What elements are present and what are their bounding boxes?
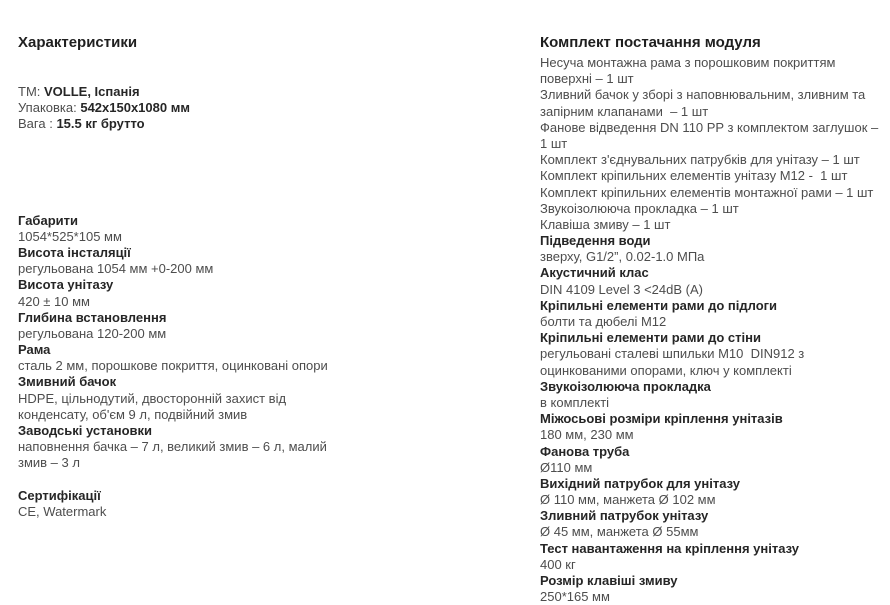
spec-term: Змивний бачок — [18, 374, 117, 390]
kit-value: 250*165 мм — [540, 589, 610, 605]
kit-value: Зливний бачок у зборі з наповнювальним, зливним та — [540, 87, 866, 103]
kit-term: Підведення води — [540, 233, 651, 249]
kit-term: Міжосьові розміри кріплення унітазів — [540, 411, 783, 427]
kit-column — [540, 33, 885, 605]
kit-term: Фанова труба — [540, 443, 630, 459]
summary-label: TM: — [18, 84, 44, 99]
spec-term: Сертифікації — [18, 487, 101, 503]
kit-term: Вихідний патрубок для унітазу — [540, 475, 740, 491]
spec-value: 420 ± 10 мм — [18, 293, 90, 309]
summary-line — [18, 116, 488, 132]
kit-value: Ø 110 мм, манжета Ø 102 мм — [540, 492, 716, 508]
kit-term: Звукоізолююча прокладка — [540, 378, 711, 394]
spec-term: Висота інсталяції — [18, 244, 131, 260]
characteristics-column — [18, 33, 488, 520]
summary-label: Вага : — [18, 116, 57, 132]
blank-line — [18, 472, 488, 488]
kit-value: 180 мм, 230 мм — [540, 427, 634, 443]
summary-line — [18, 84, 488, 100]
summary-value: 542х150х1080 мм — [80, 100, 190, 116]
summary-value: VOLLE, Іспанія — [44, 84, 140, 99]
kit-value: болти та дюбелі М12 — [540, 314, 667, 329]
kit-value: Комплект з'єднувальних патрубків для унітазу – 1 шт — [540, 152, 860, 168]
kit-value: зверху, G1/2”, 0.02-1.0 МПа — [540, 249, 705, 265]
spec-value: 1054*525*105 мм — [18, 228, 122, 244]
product-summary-list — [18, 84, 488, 133]
spec-term: Глибина встановлення — [18, 309, 167, 325]
kit-value: запірним клапанами – 1 шт — [540, 103, 709, 119]
kit-value: в комплекті — [540, 394, 610, 410]
kit-term: Кріпильні елементи рами до стіни — [540, 330, 761, 346]
kit-value: регульовані сталеві шпильки М10 DIN912 з — [540, 346, 805, 362]
kit-value: Звукоізолююча прокладка – 1 шт — [540, 200, 739, 216]
kit-value: 400 кг — [540, 556, 576, 572]
kit-value: Ø110 мм — [540, 459, 593, 475]
specs-list — [18, 213, 488, 521]
kit-value: 1 шт — [540, 135, 568, 151]
kit-term: Кріпильні елементи рами до підлоги — [540, 297, 778, 313]
summary-line — [18, 100, 488, 116]
kit-term: Акустичний клас — [540, 265, 649, 281]
spec-value: сталь 2 мм, порошкове покриття, оцинковані опори — [18, 358, 328, 374]
kit-value: Клавіша змиву – 1 шт — [540, 216, 671, 232]
spec-term: Заводські установки — [18, 423, 153, 438]
summary-value: 15.5 кг брутто — [56, 116, 145, 132]
spec-value: CE, Watermark — [18, 503, 107, 519]
summary-label: Упаковка: — [18, 100, 81, 116]
spec-term: Висота унітазу — [18, 277, 114, 293]
spec-term: Габарити — [18, 212, 78, 228]
spec-value: наповнення бачка – 7 л, великий змив – 6 л, малий — [18, 439, 327, 455]
kit-term: Тест навантаження на кріплення унітазу — [540, 540, 799, 556]
spec-value: регульована 1054 мм +0-200 мм — [18, 261, 214, 277]
kit-value: поверхні – 1 шт — [540, 71, 634, 87]
kit-value: Комплект кріпильних елементів унітазу М12 - 1 шт — [540, 168, 848, 184]
kit-term: Розмір клавіші змиву — [540, 573, 678, 588]
kit-term: Зливний патрубок унітазу — [540, 508, 709, 524]
spec-value: конденсату, об'єм 9 л, подвійний змив — [18, 406, 248, 422]
kit-value: DIN 4109 Level 3 <24dB (A) — [540, 281, 703, 297]
kit-value: оцинкованими опорами, ключ у комплекті — [540, 362, 792, 378]
kit-list — [540, 55, 885, 605]
kit-value: Фанове відведення DN 110 PP з комплектом заглушок – — [540, 119, 879, 135]
spec-term: Рама — [18, 342, 51, 358]
characteristics-heading: Характеристики — [18, 34, 138, 51]
kit-value: Ø 45 мм, манжета Ø 55мм — [540, 524, 699, 540]
kit-value: Комплект кріпильних елементів монтажної рами – 1 шт — [540, 184, 874, 200]
kit-value: Несуча монтажна рама з порошковим покриттям — [540, 55, 836, 70]
spec-value: змив – 3 л — [18, 455, 80, 471]
spec-value: регульована 120-200 мм — [18, 325, 167, 341]
kit-heading: Комплект постачання модуля — [540, 34, 761, 51]
spec-value: HDPE, цільнодутий, двосторонній захист від — [18, 390, 287, 406]
